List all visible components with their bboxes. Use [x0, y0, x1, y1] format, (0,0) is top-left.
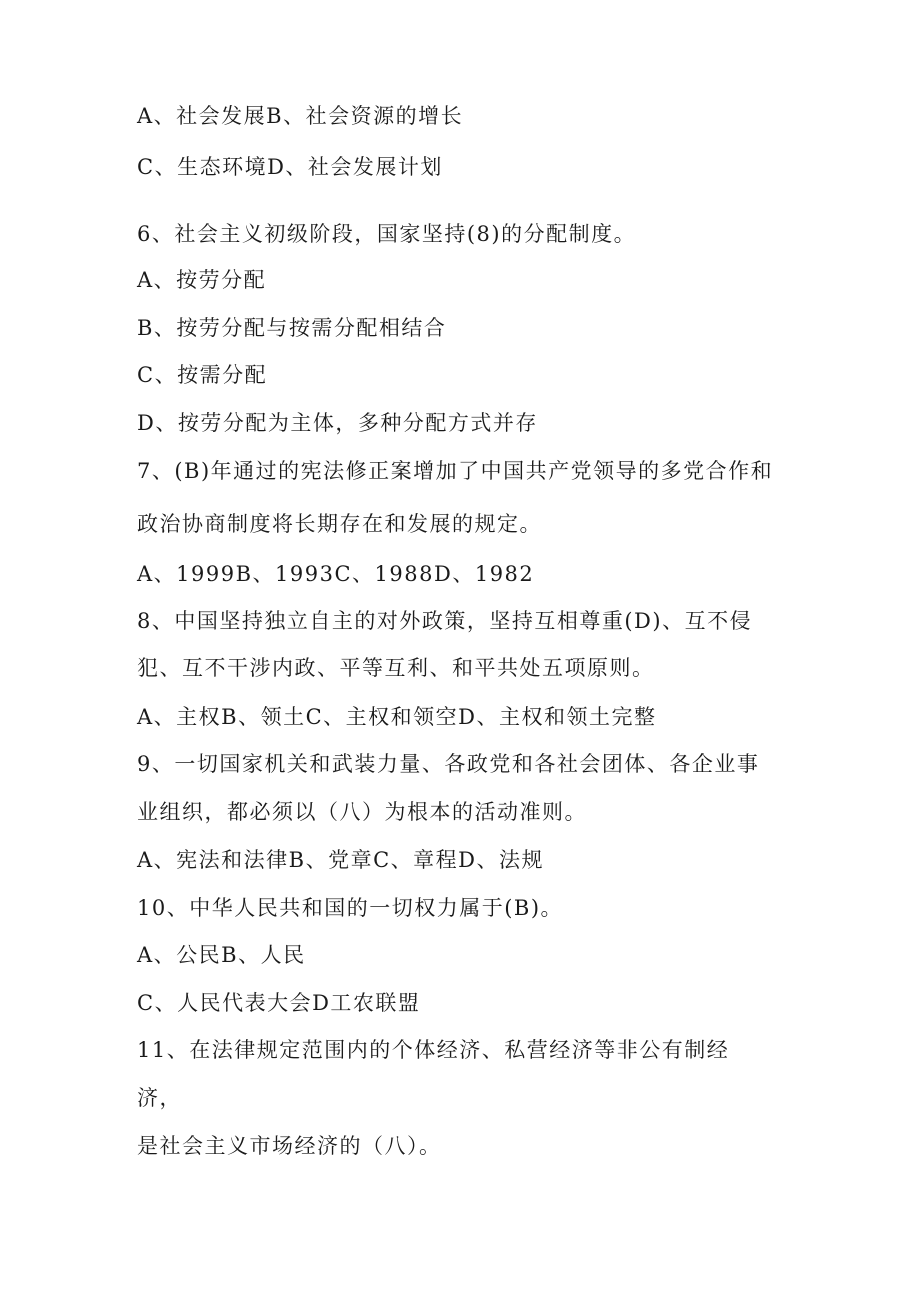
question-10: 10、中华人民共和国的一切权力属于(B)。: [137, 896, 564, 920]
question-8-line-2: 犯、互不干涉内政、平等互利、和平共处五项原则。: [137, 656, 655, 680]
option-line-q9: A、宪法和法律B、党章C、章程D、法规: [137, 848, 545, 872]
option-line-q5-ab: A、社会发展B、社会资源的增长: [137, 104, 464, 128]
question-9-line-2: 业组织，都必须以（八）为根本的活动准则。: [137, 800, 587, 824]
question-11-line-3: 是社会主义市场经济的（八）。: [137, 1134, 442, 1158]
question-8-line-1: 8、中国坚持独立自主的对外政策，坚持互相尊重(D)、互不侵: [137, 609, 753, 633]
option-line-q6-d: D、按劳分配为主体，多种分配方式并存: [137, 411, 538, 435]
option-line-q10-ab: A、公民B、人民: [137, 943, 306, 967]
question-11-line-2: 济，: [137, 1086, 182, 1110]
question-9-line-1: 9、一切国家机关和武装力量、各政党和各社会团体、各企业事: [137, 752, 760, 776]
question-6: 6、社会主义初级阶段，国家坚持(8)的分配制度。: [137, 222, 637, 246]
option-line-q7: A、1999B、1993C、1988D、1982: [137, 562, 535, 586]
question-11-line-1: 11、在法律规定范围内的个体经济、私营经济等非公有制经: [137, 1038, 730, 1062]
option-line-q8: A、主权B、领土C、主权和领空D、主权和领土完整: [137, 705, 657, 729]
option-line-q6-c: C、按需分配: [137, 363, 268, 387]
option-line-q6-b: B、按劳分配与按需分配相结合: [137, 316, 447, 340]
option-line-q10-cd: C、人民代表大会D工农联盟: [137, 991, 421, 1015]
option-line-q6-a: A、按劳分配: [137, 268, 267, 292]
question-7-line-1: 7、(B)年通过的宪法修正案增加了中国共产党领导的多党合作和: [137, 459, 774, 483]
option-line-q5-cd: C、生态环境D、社会发展计划: [137, 155, 443, 179]
question-7-line-2: 政治协商制度将长期存在和发展的规定。: [137, 512, 542, 536]
